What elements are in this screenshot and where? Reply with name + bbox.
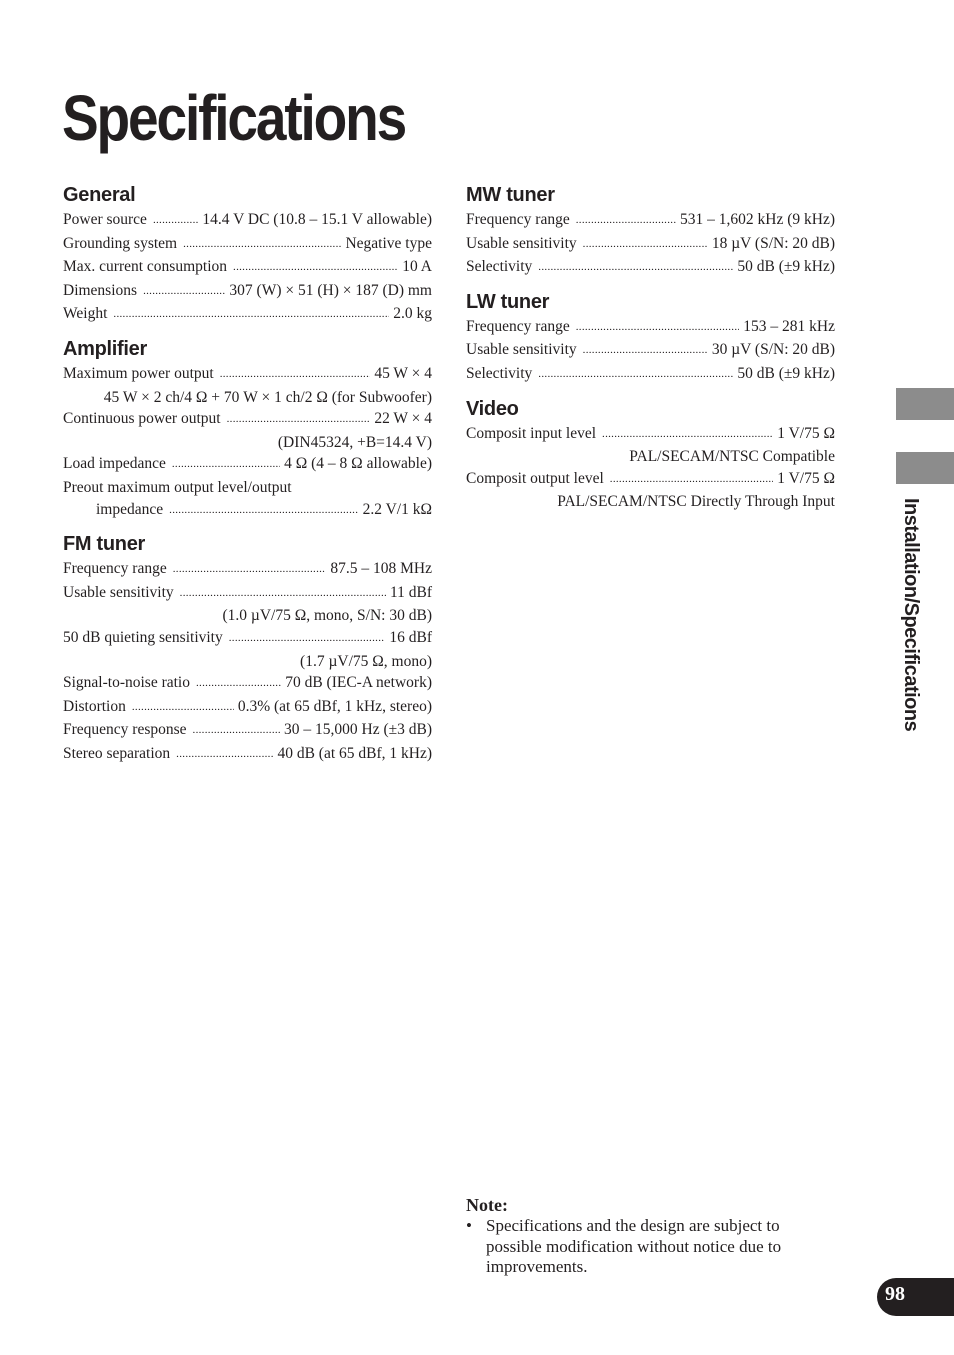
spec-row xyxy=(63,209,432,233)
note-text: Specifications and the design are subject to possible modification without notice due to improvements. xyxy=(486,1216,782,1276)
spec-row xyxy=(63,363,432,387)
spec-label: Selectivity xyxy=(466,364,533,382)
spec-row xyxy=(63,453,432,477)
section-heading: FM tuner xyxy=(63,533,146,556)
section-video xyxy=(466,397,835,513)
spec-label: Usable sensitivity xyxy=(63,583,174,601)
right-column xyxy=(466,183,835,523)
dot-leader xyxy=(220,362,371,386)
spec-row xyxy=(63,233,432,257)
spec-value: 1 V/75 Ω xyxy=(777,469,835,487)
spec-value: 0.3% (at 65 dBf, 1 kHz, stereo) xyxy=(237,697,432,715)
spec-label: Power source xyxy=(63,211,147,228)
side-tab-marker-active xyxy=(896,452,954,484)
spec-row xyxy=(466,468,835,492)
dot-leader xyxy=(113,302,389,326)
spec-continuation: 45 W × 2 ch/4 Ω + 70 W × 1 ch/2 Ω (for Subwoofer) xyxy=(103,388,432,406)
dot-leader xyxy=(143,279,225,303)
spec-continuation: (1.0 µV/75 Ω, mono, S/N: 30 dB) xyxy=(222,607,432,625)
page-title: Specifications xyxy=(62,82,406,154)
spec-label: Stereo separation xyxy=(63,744,171,762)
spec-continuation: PAL/SECAM/NTSC Directly Through Input xyxy=(557,493,835,511)
spec-value: Negative type xyxy=(345,234,432,252)
dot-leader xyxy=(610,467,773,491)
spec-label: Selectivity xyxy=(466,258,533,276)
dot-leader xyxy=(173,557,327,581)
spec-row xyxy=(63,280,432,304)
section-lw-tuner xyxy=(466,290,835,387)
spec-value: 531 – 1,602 kHz (9 kHz) xyxy=(680,211,835,228)
spec-row xyxy=(63,672,432,696)
section-mw-tuner xyxy=(466,183,835,280)
spec-label: Signal-to-noise ratio xyxy=(63,674,190,692)
dot-leader xyxy=(602,422,773,446)
spec-value: 22 W × 4 xyxy=(374,410,432,428)
spec-continuation: (1.7 µV/75 Ω, mono) xyxy=(300,652,432,670)
spec-label: Maximum power output xyxy=(63,364,214,382)
spec-value: 11 dBf xyxy=(389,583,432,601)
side-tab-marker xyxy=(896,388,954,420)
spec-row xyxy=(466,363,835,387)
spec-label: Weight xyxy=(63,305,108,323)
section-heading: Video xyxy=(466,397,519,420)
spec-label: Distortion xyxy=(63,697,126,715)
dot-leader xyxy=(227,407,371,431)
dot-leader xyxy=(583,232,708,256)
spec-row xyxy=(63,303,432,327)
spec-continuation: PAL/SECAM/NTSC Compatible xyxy=(629,448,835,466)
spec-value: 14.4 V DC (10.8 – 15.1 V allowable) xyxy=(202,211,432,228)
spec-value: 2.0 kg xyxy=(393,305,432,323)
dot-leader xyxy=(538,255,733,279)
spec-value: 50 dB (±9 kHz) xyxy=(737,258,835,276)
spec-label: impedance xyxy=(96,500,164,518)
spec-label: Usable sensitivity xyxy=(466,234,577,252)
spec-value: 45 W × 4 xyxy=(374,364,432,382)
spec-value: 16 dBf xyxy=(389,628,432,646)
spec-value: 50 dB (±9 kHz) xyxy=(737,364,835,382)
dot-leader xyxy=(172,452,280,476)
spec-row xyxy=(63,256,432,280)
side-section-label xyxy=(896,498,926,758)
spec-row xyxy=(466,233,835,257)
spec-label: Grounding system xyxy=(63,234,178,252)
spec-row xyxy=(63,627,432,651)
note-block xyxy=(466,1194,826,1278)
spec-value: 70 dB (IEC-A network) xyxy=(285,674,432,692)
spec-row xyxy=(63,696,432,720)
dot-leader xyxy=(576,315,740,339)
spec-label: Frequency range xyxy=(63,560,167,578)
dot-leader xyxy=(583,338,708,362)
section-fm-tuner xyxy=(63,532,432,766)
spec-row xyxy=(466,316,835,340)
dot-leader xyxy=(538,362,733,386)
page-number: 98 xyxy=(885,1283,905,1305)
spec-label: Continuous power output xyxy=(63,410,221,428)
dot-leader xyxy=(196,671,281,695)
spec-row xyxy=(63,743,432,767)
section-general xyxy=(63,183,432,327)
spec-label: Composit input level xyxy=(466,424,597,442)
dot-leader xyxy=(229,626,386,650)
note-heading: Note: xyxy=(466,1195,508,1215)
spec-label: Load impedance xyxy=(63,455,166,473)
side-section-label-text: Installation/Specifications xyxy=(900,498,922,732)
spec-row xyxy=(466,209,835,233)
page-number-badge xyxy=(877,1278,954,1316)
spec-value: 18 µV (S/N: 20 dB) xyxy=(711,234,835,252)
spec-value: 40 dB (at 65 dBf, 1 kHz) xyxy=(277,744,432,762)
note-item xyxy=(466,1216,826,1278)
dot-leader xyxy=(153,208,198,232)
dot-leader xyxy=(233,255,398,279)
spec-value: 1 V/75 Ω xyxy=(777,424,835,442)
dot-leader xyxy=(180,581,386,605)
spec-value: 4 Ω (4 – 8 Ω allowable) xyxy=(284,455,432,473)
spec-value: 153 – 281 kHz xyxy=(743,317,835,335)
spec-value: 10 A xyxy=(402,258,432,276)
section-heading: MW tuner xyxy=(466,184,555,206)
spec-label: Frequency range xyxy=(466,317,570,335)
spec-value: 30 µV (S/N: 20 dB) xyxy=(711,341,835,359)
spec-row xyxy=(466,423,835,447)
spec-row xyxy=(63,408,432,432)
spec-label: Max. current consumption xyxy=(63,258,228,276)
spec-label: Composit output level xyxy=(466,469,604,487)
spec-row xyxy=(63,558,432,582)
dot-leader xyxy=(183,232,341,256)
section-heading: Amplifier xyxy=(63,337,147,360)
spec-row xyxy=(63,499,432,523)
spec-label-line: Preout maximum output level/output xyxy=(63,478,292,496)
spec-row xyxy=(466,256,835,280)
spec-row xyxy=(466,339,835,363)
left-column xyxy=(63,183,432,776)
dot-leader xyxy=(176,742,273,766)
section-amplifier xyxy=(63,337,432,522)
spec-row xyxy=(63,582,432,606)
spec-label: 50 dB quieting sensitivity xyxy=(63,628,223,646)
spec-continuation: (DIN45324, +B=14.4 V) xyxy=(277,433,432,451)
spec-label: Dimensions xyxy=(63,281,138,299)
spec-label: Frequency response xyxy=(63,721,187,739)
dot-leader xyxy=(193,718,280,742)
section-heading: General xyxy=(63,184,136,206)
spec-value: 30 – 15,000 Hz (±3 dB) xyxy=(284,721,432,739)
dot-leader xyxy=(169,498,358,522)
spec-row xyxy=(63,719,432,743)
spec-label: Usable sensitivity xyxy=(466,341,577,359)
spec-value: 87.5 – 108 MHz xyxy=(330,560,432,578)
spec-value: 307 (W) × 51 (H) × 187 (D) mm xyxy=(229,281,432,299)
dot-leader xyxy=(132,695,234,719)
section-heading: LW tuner xyxy=(466,290,550,313)
spec-label: Frequency range xyxy=(466,211,570,228)
bullet-icon: • xyxy=(466,1216,472,1235)
dot-leader xyxy=(576,208,676,232)
spec-value: 2.2 V/1 kΩ xyxy=(362,500,432,518)
